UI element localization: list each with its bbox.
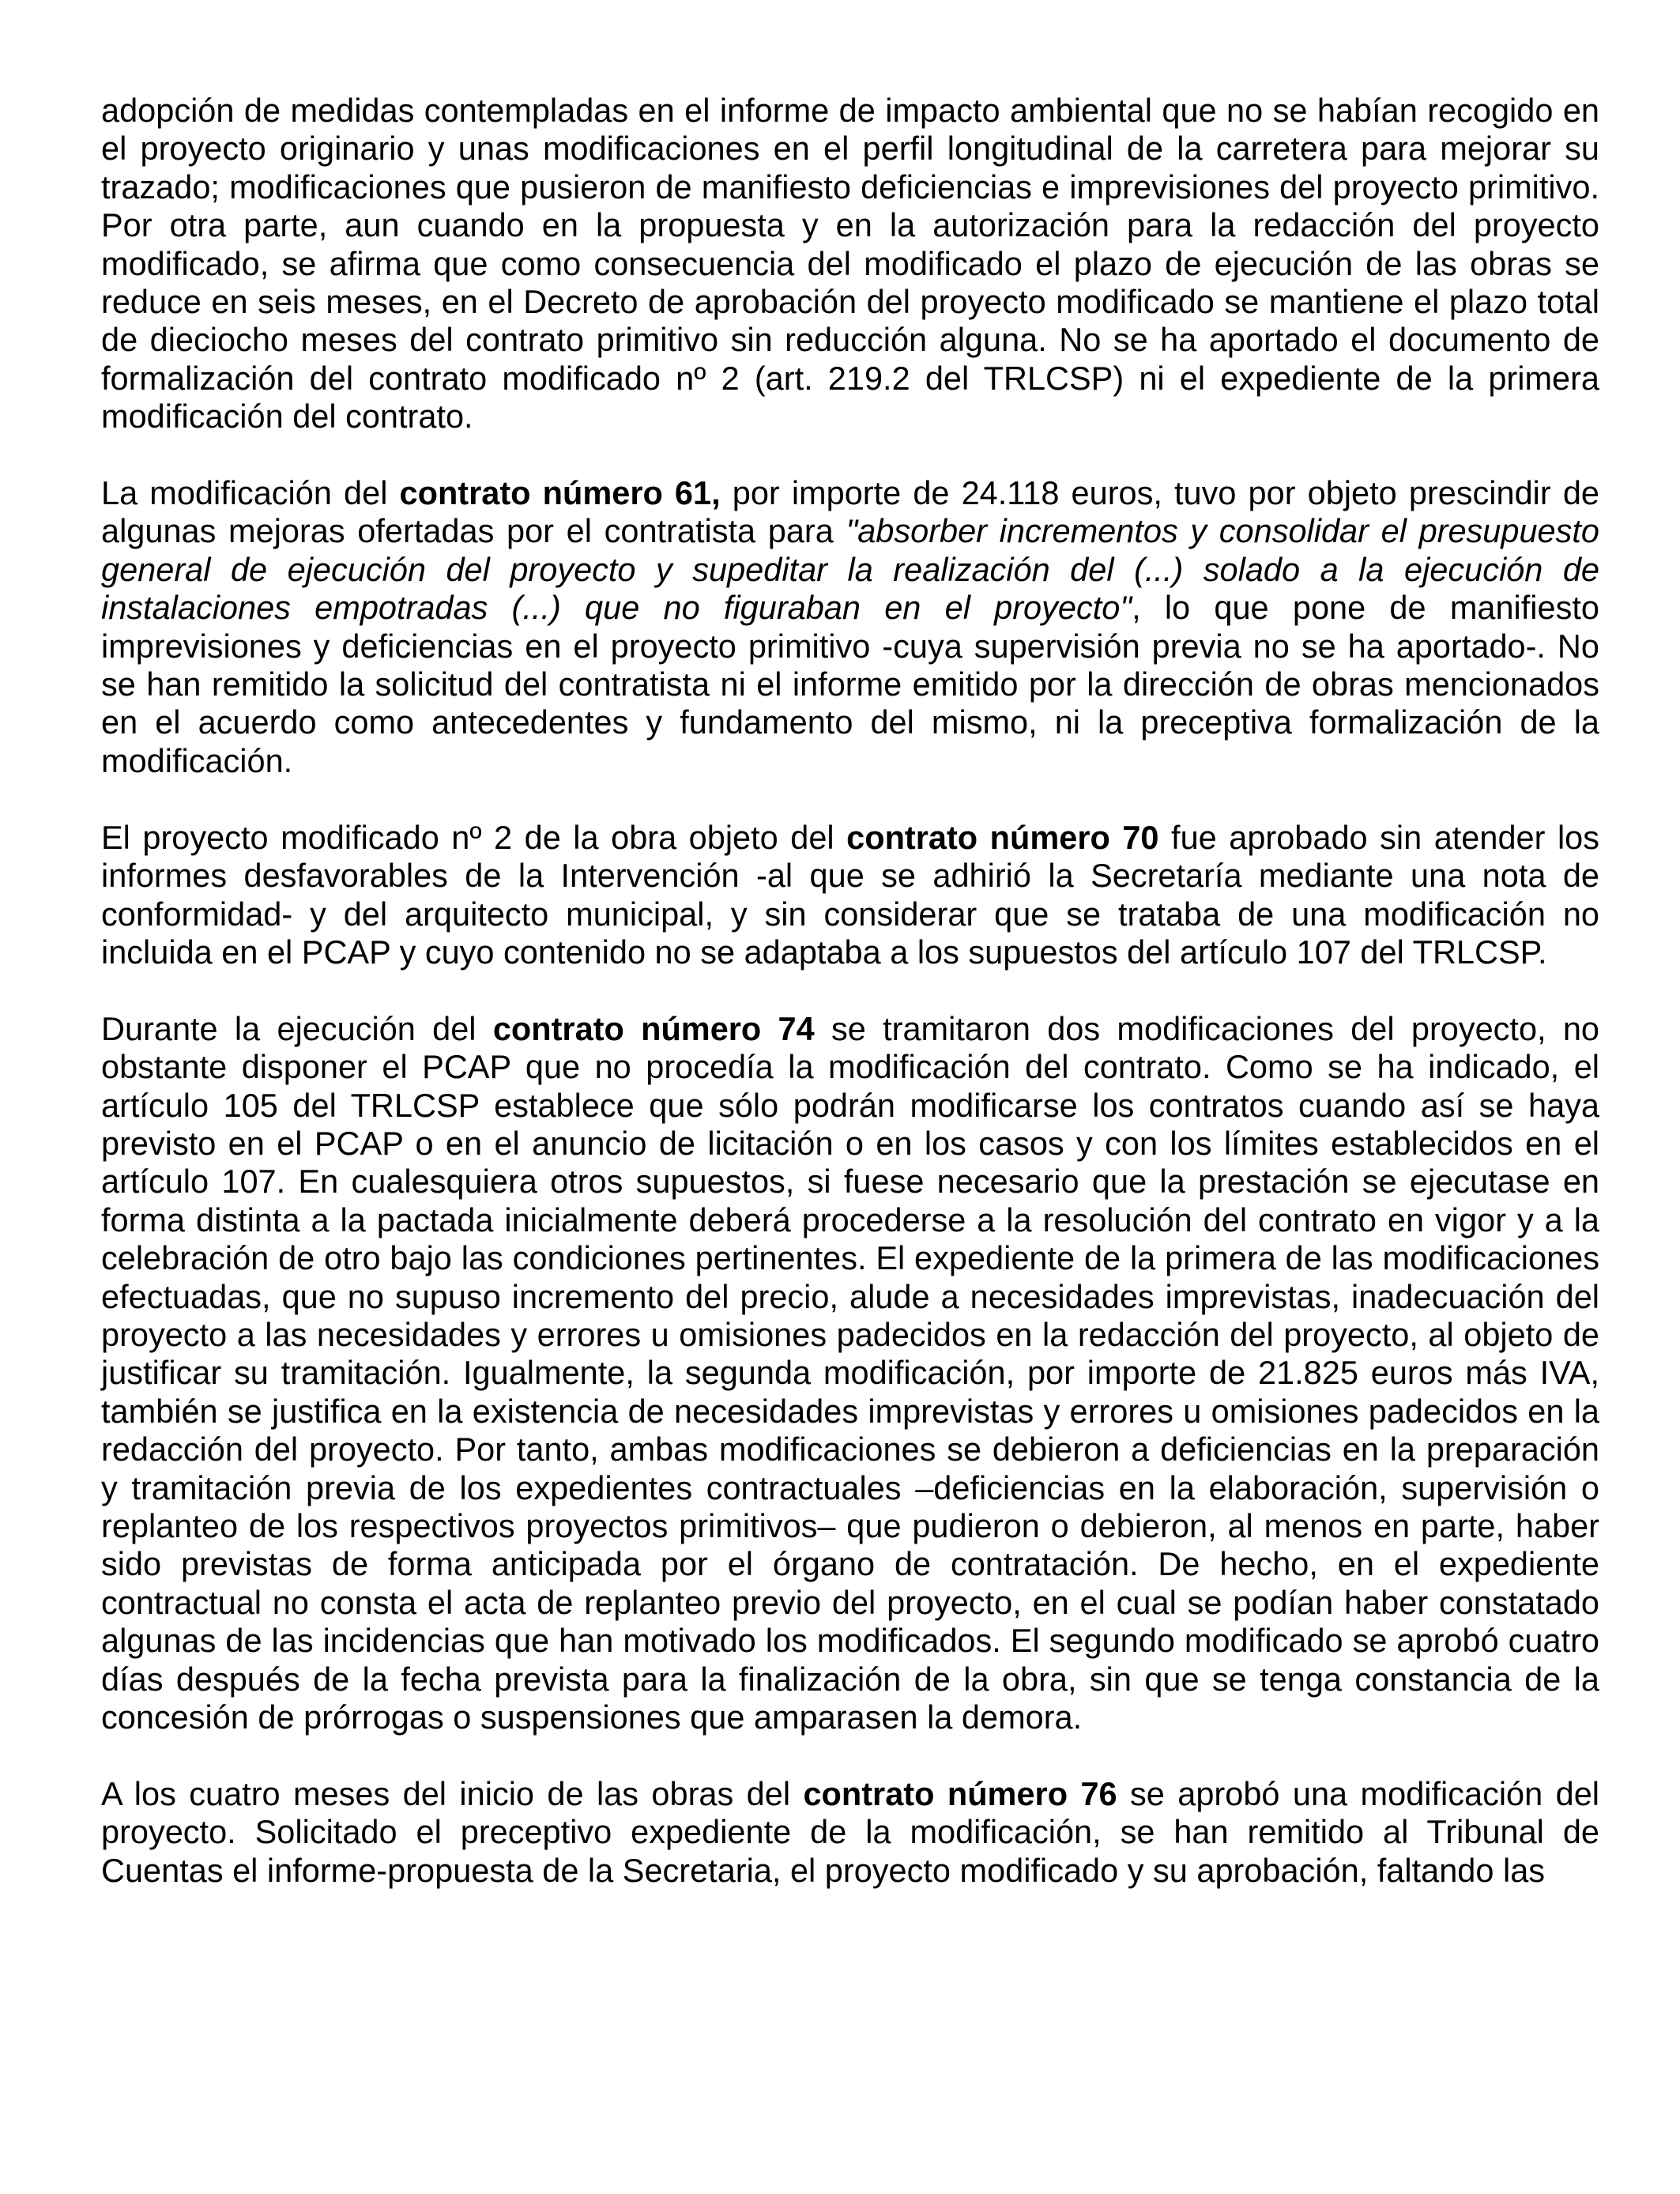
paragraph-4 bbox=[101, 1009, 1609, 1737]
contract-reference-bold: contrato número 74 bbox=[492, 1009, 815, 1047]
text-run: se aprobó una modificación del proyecto. Solicitado el preceptivo expediente de la modificación, se han remitido al Tribunal de Cuentas el informe-propuesta de la Secretaria, el proyecto modificado y su aprobación, faltando las bbox=[101, 1774, 1609, 1889]
text-run: por importe de 24.118 euros, tuvo por objeto prescindir de algunas mejoras ofertadas por el contratista para bbox=[101, 474, 1609, 550]
text-run: La modificación del bbox=[101, 474, 400, 512]
text-run: , lo que pone de manifiesto imprevisiones y deficiencias en el proyecto primitivo -cuya supervisión previa no se ha aportado-. No se han remitido la solicitud del contratista ni el informe emitido por la dirección de obras mencionados en el acuerdo como antecedentes y fundamento del mismo, ni la preceptiva formalización de la modificación. bbox=[101, 589, 1609, 779]
text-run: El proyecto modificado nº 2 de la obra objeto del bbox=[101, 818, 847, 856]
document-page bbox=[101, 92, 1609, 1890]
paragraph-1 bbox=[101, 92, 1609, 436]
text-run: fue aprobado sin atender los informes desfavorables de la Intervención -al que se adhirió la Secretaría mediante una nota de conformidad- y del arquitecto municipal, y sin considerar que se trataba de una modificación no incluida en el PCAP y cuyo contenido no se adaptaba a los supuestos del artículo 107 del TRLCSP. bbox=[101, 818, 1609, 971]
text-run: adopción de medidas contempladas en el informe de impacto ambiental que no se habían recogido en el proyecto originario y unas modificaciones en el perfil longitudinal de la carretera para mejorar su trazado; modificaciones que pusieron de manifiesto deficiencias e imprevisiones del proyecto primitivo. Por otra parte, aun cuando en la propuesta y en la autorización para la redacción del proyecto modificado, se afirma que como consecuencia del modificado el plazo de ejecución de las obras se reduce en seis meses, en el Decreto de aprobación del proyecto modificado se mantiene el plazo total de dieciocho meses del contrato primitivo sin reducción alguna. No se ha aportado el documento de formalización del contrato modificado nº 2 (art. 219.2 del TRLCSP) ni el expediente de la primera modificación del contrato. bbox=[101, 92, 1609, 435]
contract-reference-bold: contrato número 70 bbox=[846, 818, 1159, 856]
contract-reference-bold: contrato número 76 bbox=[803, 1774, 1117, 1812]
paragraph-2 bbox=[101, 474, 1609, 780]
text-run: Durante la ejecución del bbox=[101, 1009, 493, 1047]
contract-reference-bold: contrato número 61, bbox=[399, 474, 721, 512]
quoted-text-italic: "absorber incrementos y consolidar el presupuesto general de ejecución del proyecto y supeditar la realización del (...) solado a la ejecución de instalaciones empotradas (...) que no figuraban en el proyecto" bbox=[101, 512, 1609, 627]
text-run: A los cuatro meses del inicio de las obras del bbox=[101, 1774, 804, 1812]
paragraph-3 bbox=[101, 818, 1609, 972]
text-run: se tramitaron dos modificaciones del proyecto, no obstante disponer el PCAP que no procedía la modificación del contrato. Como se ha indicado, el artículo 105 del TRLCSP establece que sólo podrán modificarse los contratos cuando así se haya previsto en el PCAP o en el anuncio de licitación o en los casos y con los límites establecidos en el artículo 107. En cualesquiera otros supuestos, si fuese necesario que la prestación se ejecutase en forma distinta a la pactada inicialmente deberá procederse a la resolución del contrato en vigor y a la celebración de otro bajo las condiciones pertinentes. El expediente de la primera de las modificaciones efectuadas, que no supuso incremento del precio, alude a necesidades imprevistas, inadecuación del proyecto a las necesidades y errores u omisiones padecidos en la redacción del proyecto, al objeto de justificar su tramitación. Igualmente, la segunda modificación, por importe de 21.825 euros más IVA, también se justifica en la existencia de necesidades imprevistas y errores u omisiones padecidos en la redacción del proyecto. Por tanto, ambas modificaciones se debieron a deficiencias en la preparación y tramitación previa de los expedientes contractuales –deficiencias en la elaboración, supervisión o replanteo de los respectivos proyectos primitivos– que pudieron o debieron, al menos en parte, haber sido previstas de forma anticipada por el órgano de contratación. De hecho, en el expediente contractual no consta el acta de replanteo previo del proyecto, en el cual se podían haber constatado algunas de las incidencias que han motivado los modificados. El segundo modificado se aprobó cuatro días después de la fecha prevista para la finalización de la obra, sin que se tenga constancia de la concesión de prórrogas o suspensiones que amparasen la demora. bbox=[101, 1009, 1609, 1736]
paragraph-5 bbox=[101, 1774, 1609, 1890]
